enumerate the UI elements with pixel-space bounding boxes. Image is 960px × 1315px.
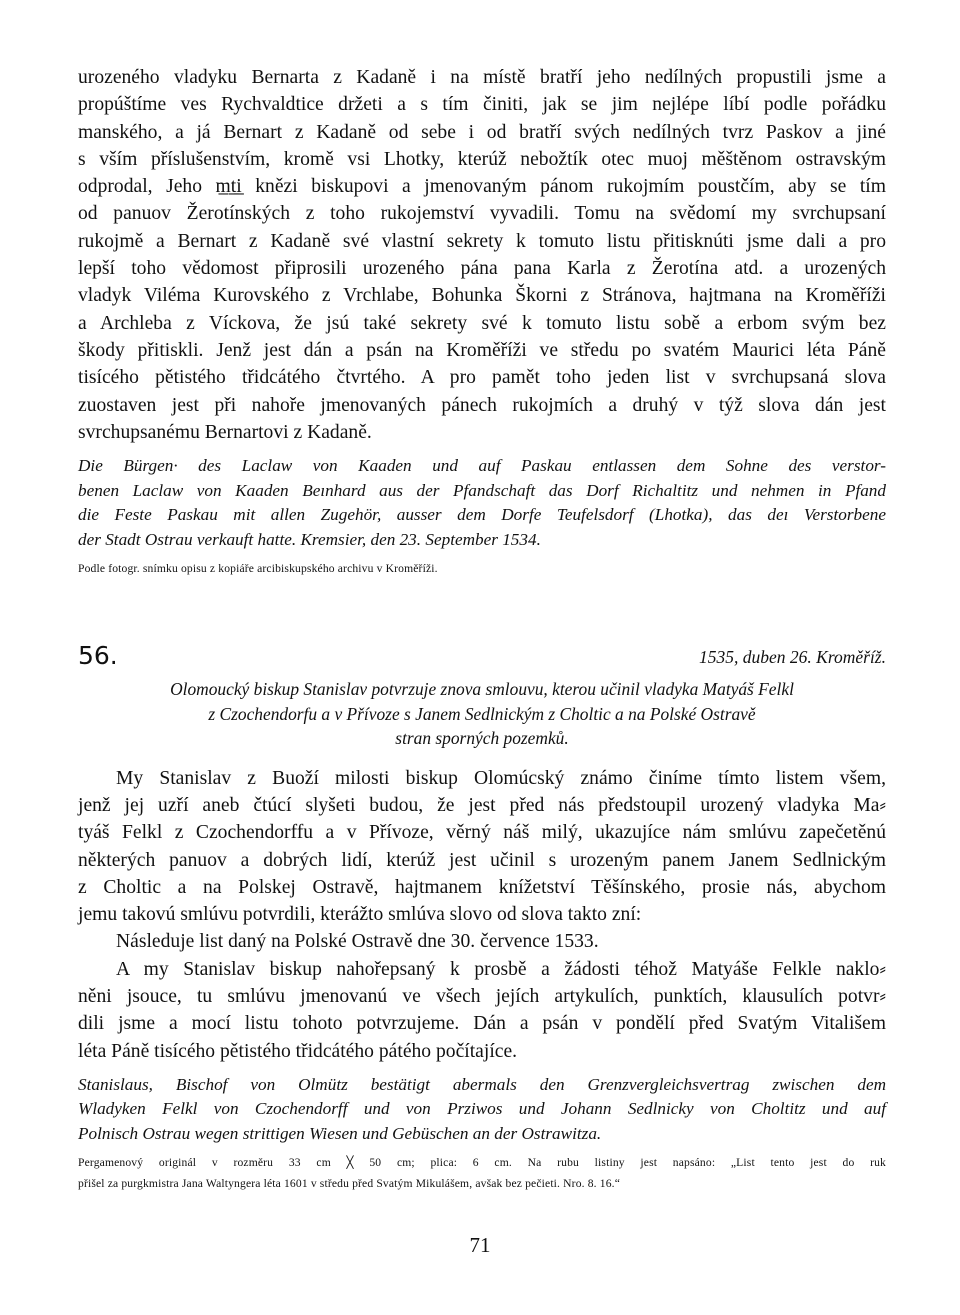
page-number: 71 <box>469 1233 491 1257</box>
doc55-source-note <box>78 558 886 579</box>
text-line: svrchupsanému Bernartovi z Kadaně. <box>78 421 372 443</box>
text-line: od panuov Žerotínských z toho rukojemství vyvadili. Tomu na svědomí my svrchupsaní <box>78 203 886 225</box>
text-line: z Choltic a na Polskej Ostravě, hajtmanem knížetství Těšínského, prosie nás, abychom <box>78 876 886 898</box>
doc56-regest <box>78 677 886 751</box>
text-line: vladyk Viléma Kurovského z Vrchlabe, Bohunka Škorni z Stránova, hajtmana na Kroměříži <box>78 285 886 307</box>
text-line: něni jsouce, tu smlúvu jmenovanú ve všech jejích artykulích, punktích, klausulích potvr⸗ <box>78 986 886 1008</box>
text-line: der Stadt Ostrau verkauft hatte. Kremsier, den 23. September 1534. <box>78 529 541 549</box>
text-line: Pergamenový originál v rozměru 33 cm ╳ 50 cm; plica: 6 cm. Na rubu listiny jest napsáno: „List tento jest do ruk <box>78 1156 886 1170</box>
text-line: tyáš Felkl z Czochendorffu a v Přívoze, věrný náš milý, ukazujíce nám smlúvu zapečetěnú <box>78 822 886 844</box>
text-line: Olomoucký biskup Stanislav potvrzuje znova smlouvu, kterou učinil vladyka Matyáš Felkl <box>170 679 794 700</box>
text-line: Stanislaus, Bischof von Olmütz bestätigt abermals den Grenzvergleichsvertrag zwischen dem <box>78 1074 886 1094</box>
text-line: urozeného vladyku Bernarta z Kadaně i na místě bratří jeho nedílných propustili jsme a <box>78 67 886 88</box>
doc56-insert-note <box>78 928 886 955</box>
text-line: škody přitiskli. Jenž jest dán a psán na Kroměříži ve středu po svatém Maurici léta Páně <box>78 339 886 361</box>
text-line: manského, a já Bernart z Kadaně od sebe i od bratří svých nedílných tvrz Paskov a jiné <box>78 121 886 143</box>
text-line: s vším příslušenstvím, kromě vsi Lhotky, kterúž nebožtík otec muoj měštěnom ostravským <box>78 148 886 170</box>
text-line: lepší toho vědomost připrosili urozeného pána pana Karla z Žerotína atd. a urozených <box>78 258 886 280</box>
text-line: Následuje list daný na Polské Ostravě dne 30. července 1533. <box>116 931 599 953</box>
text-line: My Stanislav z Buoží milosti biskup Olomúcský známo činíme tímto listem všem, <box>116 767 886 789</box>
text-line: Podle fotogr. snímku opisu z kopiáře arcibiskupského archivu v Kroměříži. <box>78 562 438 576</box>
text-line: léta Páně tisícého pětistého třidcátého pátého počítajíce. <box>78 1040 518 1062</box>
text-line: Wladyken Felkl von Czochendorff und von Prziwos und Johann Sedlnicky von Choltitz und auf <box>78 1099 886 1119</box>
doc56-paragraph-1 <box>78 765 886 929</box>
text-line: benen Laclaw von Kaaden Beınhard aus der Pfandschaft das Dorf Richaltitz und nehmen in Pfand <box>78 480 886 500</box>
text-line: přišel za purgkmistra Jana Waltyngera léta 1601 v středu před Svatým Mikulášem, avšak bez pečieti. Nro. 8. 16.“ <box>78 1177 621 1191</box>
text-line: tisícého pětistého třidcátého čtvrtého. A pro pamět toho jeden list v svrchupsaná slova <box>78 367 886 389</box>
doc56-source-note <box>78 1152 886 1194</box>
text-line: Polnisch Ostrau wegen strittigen Wiesen und Gebüschen an der Ostrawitza. <box>78 1123 602 1143</box>
document-number: 56. <box>78 641 118 671</box>
text-line: rukojmě a Bernart z Kadaně své vlastní sekrety k tomuto listu přitisknúti jsme dali a pro <box>78 230 886 252</box>
text-line: dili jsme a mocí listu tohoto potvrzujeme. Dán a psán v pondělí před Svatým Vitališem <box>78 1013 886 1035</box>
text-line: jemu takovú smlúvu potvrdili, kterážto smlúva slovo od slova takto zní: <box>78 904 642 926</box>
text-line: A my Stanislav biskup nahořepsaný k prosbě a žádosti téhož Matyáše Felkle naklo⸗ <box>116 958 886 980</box>
text-line: některých panuov a dobrých lidí, kterúž jest učinil s urozeným panem Janem Sedlnickým <box>78 849 886 871</box>
doc56-german-summary <box>78 1073 886 1147</box>
text-line: propúštíme ves Rychvaldtice držeti a s tím činiti, jak se jim nejlépe líbí podle pořádku <box>78 94 886 116</box>
doc56-paragraph-2 <box>78 956 886 1065</box>
text-line: stran sporných pozemků. <box>395 728 569 749</box>
text-line: zuostaven jest při nahoře jmenovaných pánech rukojmích a druhý v týž slova dán jest <box>78 394 886 416</box>
page-content <box>78 64 886 1194</box>
text-line: jenž jej uzří aneb čtúcí slyšeti budou, že jest před nás předstoupil urozený vladyka Ma⸗ <box>78 794 886 816</box>
text-line: z Czochendorfu a v Přívoze s Janem Sedlnickým z Choltic a na Polské Ostravě <box>208 703 756 724</box>
text-line: odprodal, Jeho m̲t̲i̲ knězi biskupovi a jmenovaným pánom rukojmím poustčím, aby se tím <box>78 176 886 198</box>
doc55-continuation-paragraph <box>78 64 886 446</box>
document-date-place: 1535, duben 26. Kroměříž. <box>699 647 886 668</box>
text-line: Die Bürgen· des Laclaw von Kaaden und auf Paskau entlassen dem Sohne des verstor- <box>78 456 886 476</box>
text-line: die Feste Paskau mit allen Zugehör, ausser dem Dorfe Teufelsdorf (Lhotka), das deı Verstorbene <box>78 505 886 525</box>
doc56-heading <box>78 641 886 677</box>
doc55-german-summary <box>78 454 886 552</box>
text-line: a Archleba z Víckova, že jsú také sekrety své k tomuto listu sobě a erbom svým bez <box>78 312 886 334</box>
